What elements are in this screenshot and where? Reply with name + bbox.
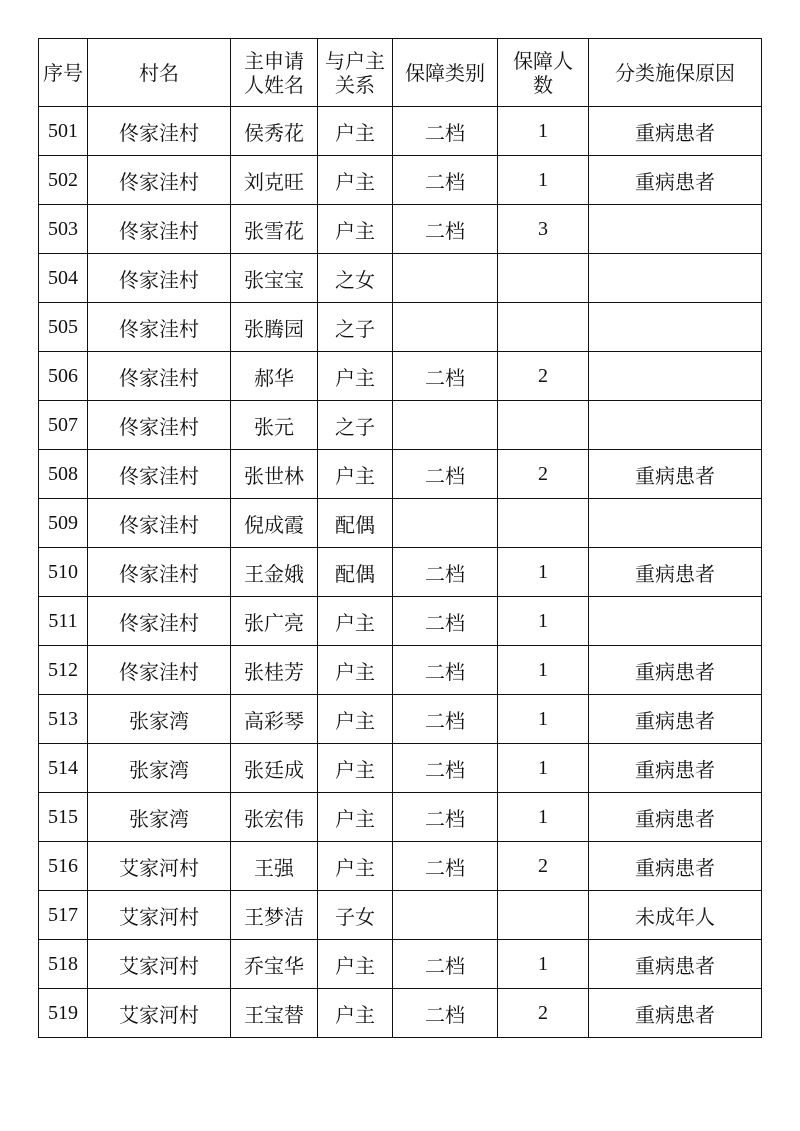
cell-count: 1 xyxy=(498,744,589,793)
cell-applicant-name: 刘克旺 xyxy=(231,156,318,205)
cell-count: 1 xyxy=(498,597,589,646)
cell-relation: 子女 xyxy=(318,891,393,940)
cell-village: 张家湾 xyxy=(88,744,231,793)
cell-seq: 504 xyxy=(39,254,88,303)
table-row xyxy=(39,842,762,891)
cell-seq: 515 xyxy=(39,793,88,842)
cell-relation: 户主 xyxy=(318,597,393,646)
cell-village: 佟家洼村 xyxy=(88,548,231,597)
cell-seq: 517 xyxy=(39,891,88,940)
cell-count: 3 xyxy=(498,205,589,254)
cell-count xyxy=(498,499,589,548)
cell-reason xyxy=(589,401,762,450)
cell-reason: 重病患者 xyxy=(589,646,762,695)
cell-count: 1 xyxy=(498,107,589,156)
table-row xyxy=(39,401,762,450)
table-row xyxy=(39,548,762,597)
cell-count: 2 xyxy=(498,989,589,1038)
cell-village: 佟家洼村 xyxy=(88,352,231,401)
cell-count: 2 xyxy=(498,450,589,499)
cell-count xyxy=(498,303,589,352)
table-row xyxy=(39,107,762,156)
cell-village: 张家湾 xyxy=(88,695,231,744)
table-row xyxy=(39,205,762,254)
cell-seq: 505 xyxy=(39,303,88,352)
cell-relation: 之女 xyxy=(318,254,393,303)
cell-applicant-name: 倪成霞 xyxy=(231,499,318,548)
cell-reason xyxy=(589,499,762,548)
cell-village: 佟家洼村 xyxy=(88,401,231,450)
cell-reason: 重病患者 xyxy=(589,695,762,744)
cell-category xyxy=(393,499,498,548)
cell-category: 二档 xyxy=(393,646,498,695)
cell-village: 佟家洼村 xyxy=(88,205,231,254)
cell-relation: 户主 xyxy=(318,744,393,793)
cell-relation: 之子 xyxy=(318,401,393,450)
cell-seq: 507 xyxy=(39,401,88,450)
cell-category: 二档 xyxy=(393,352,498,401)
header-applicant-name: 主申请 人姓名 xyxy=(231,39,318,107)
cell-reason: 重病患者 xyxy=(589,450,762,499)
cell-seq: 503 xyxy=(39,205,88,254)
cell-village: 佟家洼村 xyxy=(88,499,231,548)
cell-category: 二档 xyxy=(393,205,498,254)
header-row xyxy=(39,39,762,107)
cell-category: 二档 xyxy=(393,989,498,1038)
table-row xyxy=(39,646,762,695)
cell-reason: 重病患者 xyxy=(589,989,762,1038)
header-seq: 序号 xyxy=(39,39,88,107)
cell-applicant-name: 侯秀花 xyxy=(231,107,318,156)
table-row xyxy=(39,744,762,793)
cell-count: 1 xyxy=(498,695,589,744)
cell-seq: 512 xyxy=(39,646,88,695)
cell-village: 艾家河村 xyxy=(88,842,231,891)
cell-reason: 重病患者 xyxy=(589,940,762,989)
table-row xyxy=(39,940,762,989)
header-village: 村名 xyxy=(88,39,231,107)
header-relation: 与户主 关系 xyxy=(318,39,393,107)
table-row xyxy=(39,989,762,1038)
cell-reason xyxy=(589,597,762,646)
cell-category: 二档 xyxy=(393,450,498,499)
header-count: 保障人 数 xyxy=(498,39,589,107)
cell-applicant-name: 张腾园 xyxy=(231,303,318,352)
cell-count: 1 xyxy=(498,793,589,842)
cell-seq: 516 xyxy=(39,842,88,891)
cell-relation: 户主 xyxy=(318,842,393,891)
assistance-roster-table xyxy=(38,38,762,1038)
cell-category: 二档 xyxy=(393,597,498,646)
cell-applicant-name: 张宏伟 xyxy=(231,793,318,842)
cell-relation: 户主 xyxy=(318,695,393,744)
cell-category: 二档 xyxy=(393,695,498,744)
cell-category: 二档 xyxy=(393,548,498,597)
cell-village: 佟家洼村 xyxy=(88,450,231,499)
cell-applicant-name: 张广亮 xyxy=(231,597,318,646)
cell-category: 二档 xyxy=(393,793,498,842)
cell-reason: 重病患者 xyxy=(589,107,762,156)
cell-reason: 重病患者 xyxy=(589,793,762,842)
cell-reason xyxy=(589,303,762,352)
cell-count: 1 xyxy=(498,940,589,989)
cell-seq: 519 xyxy=(39,989,88,1038)
table-row xyxy=(39,793,762,842)
cell-reason: 未成年人 xyxy=(589,891,762,940)
cell-village: 艾家河村 xyxy=(88,940,231,989)
table-row xyxy=(39,303,762,352)
cell-relation: 户主 xyxy=(318,205,393,254)
cell-seq: 509 xyxy=(39,499,88,548)
cell-relation: 户主 xyxy=(318,450,393,499)
cell-category: 二档 xyxy=(393,744,498,793)
cell-reason: 重病患者 xyxy=(589,548,762,597)
cell-category xyxy=(393,254,498,303)
cell-seq: 513 xyxy=(39,695,88,744)
cell-seq: 518 xyxy=(39,940,88,989)
cell-applicant-name: 郝华 xyxy=(231,352,318,401)
table-row xyxy=(39,450,762,499)
cell-village: 佟家洼村 xyxy=(88,646,231,695)
cell-applicant-name: 王梦洁 xyxy=(231,891,318,940)
cell-reason: 重病患者 xyxy=(589,744,762,793)
cell-applicant-name: 张元 xyxy=(231,401,318,450)
cell-count xyxy=(498,401,589,450)
cell-count xyxy=(498,254,589,303)
cell-applicant-name: 张廷成 xyxy=(231,744,318,793)
cell-count: 1 xyxy=(498,156,589,205)
cell-reason: 重病患者 xyxy=(589,156,762,205)
cell-count: 1 xyxy=(498,646,589,695)
table-row xyxy=(39,352,762,401)
header-category: 保障类别 xyxy=(393,39,498,107)
table-row xyxy=(39,254,762,303)
cell-seq: 508 xyxy=(39,450,88,499)
table-row xyxy=(39,695,762,744)
cell-applicant-name: 王宝替 xyxy=(231,989,318,1038)
cell-village: 佟家洼村 xyxy=(88,254,231,303)
cell-applicant-name: 王强 xyxy=(231,842,318,891)
table-row xyxy=(39,156,762,205)
table-row xyxy=(39,499,762,548)
cell-category: 二档 xyxy=(393,107,498,156)
cell-seq: 506 xyxy=(39,352,88,401)
cell-applicant-name: 王金娥 xyxy=(231,548,318,597)
cell-relation: 配偶 xyxy=(318,548,393,597)
cell-seq: 510 xyxy=(39,548,88,597)
cell-relation: 户主 xyxy=(318,156,393,205)
table-row xyxy=(39,597,762,646)
cell-count: 2 xyxy=(498,842,589,891)
cell-relation: 户主 xyxy=(318,646,393,695)
cell-reason xyxy=(589,205,762,254)
cell-village: 张家湾 xyxy=(88,793,231,842)
cell-reason xyxy=(589,254,762,303)
cell-applicant-name: 高彩琴 xyxy=(231,695,318,744)
cell-category: 二档 xyxy=(393,156,498,205)
cell-relation: 户主 xyxy=(318,352,393,401)
cell-count: 2 xyxy=(498,352,589,401)
cell-village: 佟家洼村 xyxy=(88,597,231,646)
cell-village: 艾家河村 xyxy=(88,989,231,1038)
cell-village: 佟家洼村 xyxy=(88,156,231,205)
cell-relation: 户主 xyxy=(318,940,393,989)
cell-reason xyxy=(589,352,762,401)
cell-village: 艾家河村 xyxy=(88,891,231,940)
cell-seq: 501 xyxy=(39,107,88,156)
cell-reason: 重病患者 xyxy=(589,842,762,891)
cell-applicant-name: 张世林 xyxy=(231,450,318,499)
cell-count xyxy=(498,891,589,940)
cell-category xyxy=(393,303,498,352)
cell-count: 1 xyxy=(498,548,589,597)
cell-relation: 户主 xyxy=(318,793,393,842)
table-body xyxy=(39,107,762,1038)
table-row xyxy=(39,891,762,940)
cell-seq: 502 xyxy=(39,156,88,205)
cell-applicant-name: 张桂芳 xyxy=(231,646,318,695)
cell-relation: 户主 xyxy=(318,107,393,156)
cell-category: 二档 xyxy=(393,940,498,989)
cell-category xyxy=(393,891,498,940)
cell-village: 佟家洼村 xyxy=(88,303,231,352)
cell-relation: 配偶 xyxy=(318,499,393,548)
cell-relation: 户主 xyxy=(318,989,393,1038)
cell-category: 二档 xyxy=(393,842,498,891)
cell-village: 佟家洼村 xyxy=(88,107,231,156)
cell-seq: 514 xyxy=(39,744,88,793)
cell-applicant-name: 张宝宝 xyxy=(231,254,318,303)
cell-category xyxy=(393,401,498,450)
cell-applicant-name: 乔宝华 xyxy=(231,940,318,989)
cell-seq: 511 xyxy=(39,597,88,646)
cell-applicant-name: 张雪花 xyxy=(231,205,318,254)
cell-relation: 之子 xyxy=(318,303,393,352)
header-reason: 分类施保原因 xyxy=(589,39,762,107)
